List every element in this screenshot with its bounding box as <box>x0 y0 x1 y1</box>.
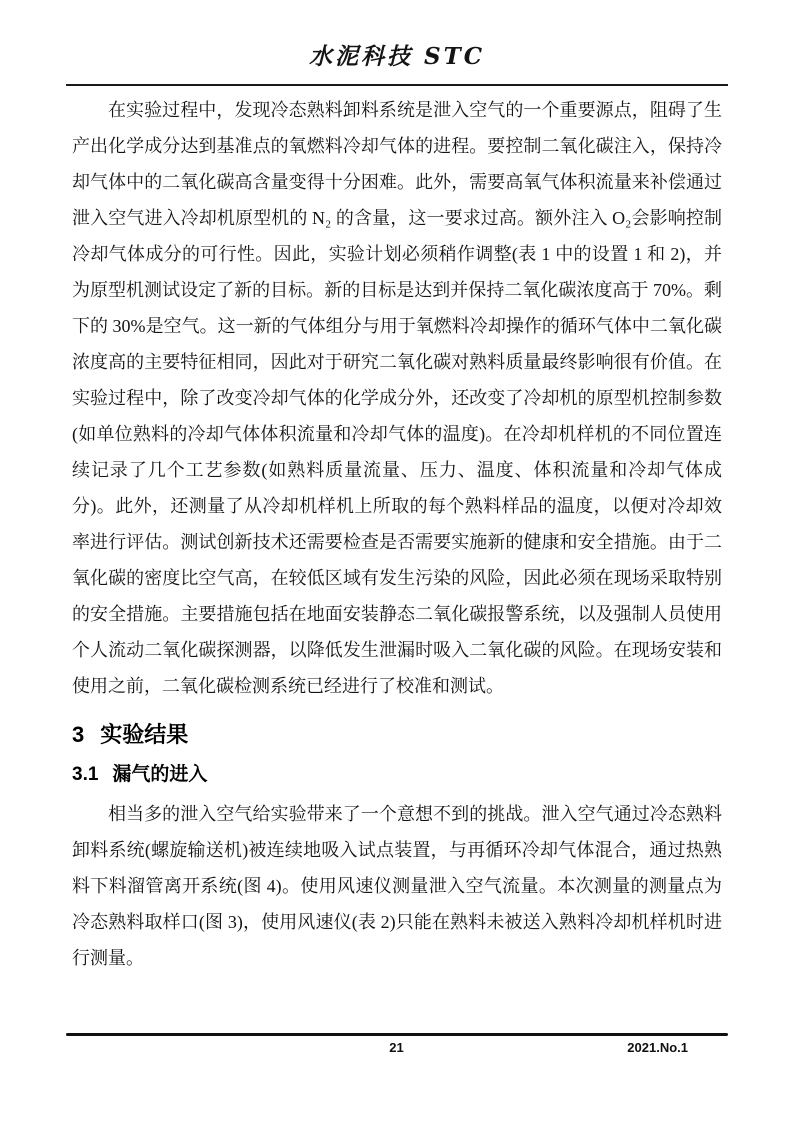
header-rule <box>66 84 728 86</box>
issue-number: 2021.No.1 <box>627 1040 688 1055</box>
subsection-heading-air-leak <box>72 760 722 790</box>
section-heading-results <box>72 718 722 752</box>
page-number: 21 <box>389 1040 404 1055</box>
page-header <box>66 42 728 72</box>
paragraph-experiment-process: 在实验过程中，发现冷态熟料卸料系统是泄入空气的一个重要源点，阻碍了生产出化学成分达到基准点的氧燃料冷却气体的进程。要控制二氧化碳注入，保持冷却气体中的二氧化碳高含量变得十分困难。此外，需要高氧气体积流量来补偿通过泄入空气进入冷却机原型机的 N₂ 的含量，这一要求过高。额外注入 O₂会影响控制冷却气体成分的可行性。因此，实验计划必须稍作调整(表 1 中的设置 1 和 2)，并为原型机测试设定了新的目标。新的目标是达到并保持二氧化碳浓度高于 70%。剩下的 30%是空气。这一新的气体组分与用于氧燃料冷却操作的循环气体中二氧化碳浓度高的主要特征相同，因此对于研究二氧化碳对熟料质量最终影响很有价值。在实验过程中，除了改变冷却气体的化学成分外，还改变了冷却机的原型机控制参数(如单位熟料的冷却气体体积流量和冷却气体的温度)。在冷却机样机的不同位置连续记录了几个工艺参数(如熟料质量流量、压力、温度、体积流量和冷却气体成分)。此外，还测量了从冷却机样机上所取的每个熟料样品的温度，以便对冷却效率进行评估。测试创新技术还需要检查是否需要实施新的健康和安全措施。由于二氧化碳的密度比空气高，在较低区域有发生污染的风险，因此必须在现场采取特别的安全措施。主要措施包括在地面安装静态二氧化碳报警系统，以及强制人员使用个人流动二氧化碳探测器，以降低发生泄漏时吸入二氧化碳的风险。在现场安装和使用之前，二氧化碳检测系统已经进行了校准和测试。 <box>72 100 722 696</box>
journal-title: 水泥科技 STC <box>308 43 486 70</box>
article-body <box>72 92 722 976</box>
section-title: 实验结果 <box>100 722 189 747</box>
section-number: 3 <box>72 722 85 747</box>
subsection-title: 漏气的进入 <box>112 764 208 785</box>
paragraph-false-air: 相当多的泄入空气给实验带来了一个意想不到的挑战。泄入空气通过冷态熟料卸料系统(螺旋输送机)被连续地吸入试点装置，与再循环冷却气体混合，通过热熟料下料溜管离开系统(图 4)。使用风速仪测量泄入空气流量。本次测量的测量点为冷态熟料取样口(图 3)，使用风速仪(表 2)只能在熟料未被送入熟料冷却机样机时进行测量。 <box>72 804 722 968</box>
subsection-number: 3.1 <box>72 764 99 785</box>
footer-rule <box>66 1033 728 1036</box>
